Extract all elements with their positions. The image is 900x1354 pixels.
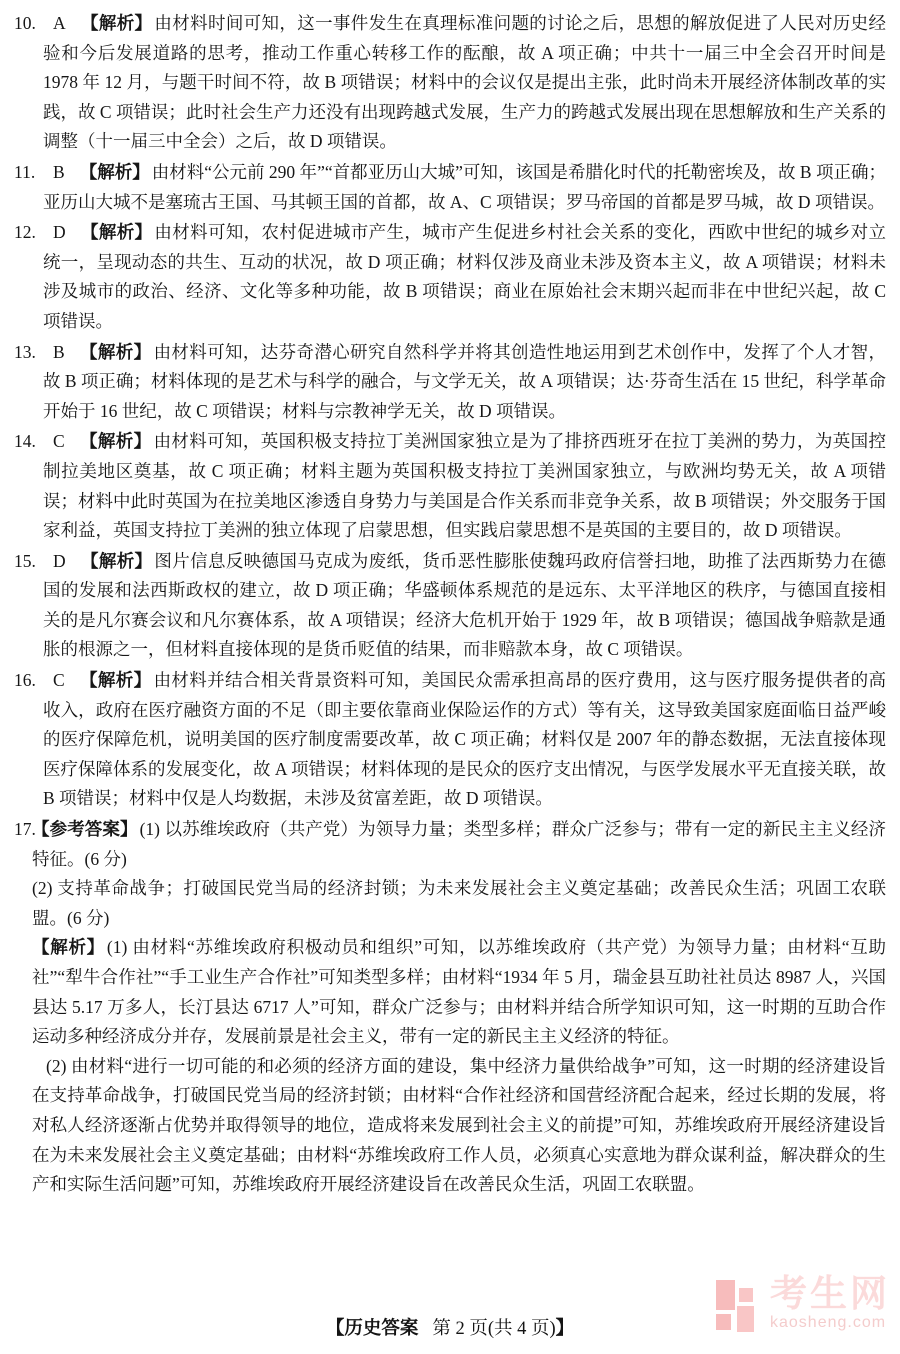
answer-content bbox=[43, 666, 886, 814]
analysis-text: 由材料并结合相关背景资料可知，美国民众需承担高昂的医疗费用，这与医疗服务提供者的高收入，政府在医疗融资方面的不足（即主要依靠商业保险运作的方式）等有关，这导致美国家庭面临日益严峻的医疗保障危机，说明美国的医疗制度需要改革，故 C 项正确；材料仅是 2007 年的静态数据，无法直接体现医疗保障体系的发展变化，故 A 项错误；材料体现的是民众的医疗支出情况，与医学发展水平无直接关联，故 B 项错误；材料中仅是人均数据，未涉及贫富差距，故 D 项错误。 bbox=[43, 670, 887, 809]
footer-title: 历史答案 bbox=[344, 1317, 419, 1338]
answer-item-17 bbox=[14, 815, 886, 1200]
question-number: 12. bbox=[14, 222, 36, 243]
answer-item-16 bbox=[14, 666, 886, 814]
answer-content bbox=[43, 338, 886, 427]
analysis-label: 【解析】 bbox=[79, 431, 152, 452]
analysis-label: 【解析】 bbox=[80, 13, 153, 33]
answer-content bbox=[43, 218, 886, 336]
answer-letter: C bbox=[53, 670, 65, 691]
reference-answer-label: 【参考答案】 bbox=[32, 819, 138, 840]
question-number: 11. bbox=[14, 161, 36, 182]
page-footer bbox=[0, 1315, 900, 1342]
footer-bracket-right: 】 bbox=[555, 1319, 575, 1339]
reference-answer-part-2: (2) 支持革命战争；打破国民党当局的经济封锁；为未来发展社会主义奠定基础；改善民众生活；巩固工农联盟。(6 分) bbox=[32, 878, 886, 928]
analysis-text: 由材料可知，英国积极支持拉丁美洲国家独立是为了排挤西班牙在拉丁美洲的势力，为英国控制拉美地区奠基，故 C 项正确；材料主题为英国积极支持拉丁美洲国家独立，与欧洲均势无关，故 A 项错误；材料中此时英国为在拉美地区渗透自身势力与美国是合作关系而非竞争关系，故 B 项错误；外交服务于国家利益，英国支持拉丁美洲的独立体现了启蒙思想，但实践启蒙思想不是英国的主要目的，故 D 项错误。 bbox=[43, 431, 887, 541]
question-number: 14. bbox=[14, 431, 36, 452]
answer-content bbox=[43, 9, 886, 157]
answer-content bbox=[43, 427, 886, 545]
analysis-part-1 bbox=[32, 933, 886, 1051]
answer-item-11 bbox=[14, 158, 886, 217]
answer-content bbox=[43, 158, 886, 217]
question-number: 16. bbox=[14, 670, 36, 691]
answer-item-15 bbox=[14, 547, 886, 665]
footer-bracket-left: 【 bbox=[325, 1319, 345, 1339]
analysis-text: 由材料可知，农村促进城市产生，城市产生促进乡村社会关系的变化，西欧中世纪的城乡对立统一，呈现动态的共生、互动的状况，故 D 项正确；材料仅涉及商业未涉及资本主义，故 A 项错误；材料未涉及城市的政治、经济、文化等多种功能，故 B 项错误；商业在原始社会末期兴起而非在中世纪兴起，故 C 项错误。 bbox=[43, 222, 887, 331]
analysis-label: 【解析】 bbox=[32, 937, 105, 958]
analysis-part-2: (2) 由材料“进行一切可能的和必须的经济方面的建设，集中经济力量供给战争”可知，这一时期的经济建设旨在支持革命战争，打破国民党当局的经济封锁；由材料“合作社经济和国营经济配合起来，经过长期的发展，将对私人经济逐渐占优势并取得领导的地位，造成将来发展到社会主义的前提”可知，苏维埃政府开展经济建设旨在为未来发展社会主义奠定基础；由材料“苏维埃政府工作人员，必须真心实意地为群众谋利益，解决群众的生产和实际生活问题”可知，苏维埃政府开展经济建设旨在改善民众生活，巩固工农联盟。 bbox=[32, 1055, 886, 1195]
analysis-text: 由材料可知，达芬奇潜心研究自然科学并将其创造性地运用到艺术创作中，发挥了个人才智，故 B 项正确；材料体现的是艺术与科学的融合，与文学无关，故 A 项错误；达·芬奇生活在 15 世纪，科学革命开始于 16 世纪，故 C 项错误；材料与宗教神学无关，故 D 项错误。 bbox=[43, 341, 887, 421]
watermark-domain: kaosheng.com bbox=[770, 1314, 887, 1332]
reference-answer-text: (1) 以苏维埃政府（共产党）为领导力量；类型多样；群众广泛参与；带有一定的新民主主义经济特征。(6 分) bbox=[32, 819, 887, 869]
answer-letter: B bbox=[53, 161, 65, 182]
analysis-label: 【解析】 bbox=[80, 222, 153, 243]
footer-page-number: 第 2 页(共 4 页) bbox=[432, 1319, 556, 1339]
question-number: 15. bbox=[14, 550, 36, 571]
answer-letter: D bbox=[53, 550, 66, 571]
question-number: 17. bbox=[14, 819, 36, 840]
answer-content bbox=[32, 815, 886, 1200]
analysis-label: 【解析】 bbox=[80, 550, 153, 571]
answer-item-13 bbox=[14, 338, 886, 427]
analysis-label: 【解析】 bbox=[79, 161, 150, 182]
watermark-brand: 考生网 bbox=[770, 1273, 890, 1315]
answer-letter: B bbox=[53, 341, 65, 362]
analysis-label: 【解析】 bbox=[79, 341, 152, 362]
answer-letter: D bbox=[53, 222, 66, 243]
analysis-label: 【解析】 bbox=[79, 670, 152, 691]
analysis-text: (1) 由材料“苏维埃政府积极动员和组织”可知，以苏维埃政府（共产党）为领导力量；由材料“互助社”“犁牛合作社”“手工业生产合作社”可知类型多样；由材料“1934 年 5 月，瑞金县互助社社员达 8987 人，兴国县达 5.17 万多人，长汀县达 6717 人”可知，群众广泛参与；由材料并结合所学知识可知，这一时期的互助合作运动多种经济成分并存，发展前景是社会主义，带有一定的新民主主义经济的特征。 bbox=[32, 937, 886, 1047]
answer-item-12 bbox=[14, 218, 886, 336]
analysis-text: 由材料时间可知，这一事件发生在真理标准问题的讨论之后，思想的解放促进了人民对历史经验和今后发展道路的思考，推动工作重心转移工作的酝酿，故 A 项正确；中共十一届三中全会召开时间是 1978 年 12 月，与题干时间不符，故 B 项错误；材料中的会议仅是提出主张，此时尚未开展经济体制改革的实践，故 C 项错误；此时社会生产力还没有出现跨越式发展，生产力的跨越式发展出现在思想解放和生产关系的调整（十一届三中全会）之后，故 D 项错误。 bbox=[43, 13, 887, 152]
answer-content bbox=[43, 547, 886, 665]
analysis-text: 图片信息反映德国马克成为废纸，货币恶性膨胀使魏玛政府信誉扫地，助推了法西斯势力在德国的发展和法西斯政权的建立，故 D 项正确；华盛顿体系规范的是远东、太平洋地区的秩序，与德国直接相关的是凡尔赛会议和凡尔赛体系，故 A 项错误；经济大危机开始于 1929 年，故 B 项错误；德国战争赔款是通胀的根源之一，但材料直接体现的是货币贬值的结果，而非赔款本身，故 C 项错误。 bbox=[43, 550, 887, 660]
answer-item-14 bbox=[14, 427, 886, 545]
question-number: 10. bbox=[14, 13, 36, 33]
question-number: 13. bbox=[14, 341, 36, 362]
answer-letter: A bbox=[53, 13, 66, 33]
answer-letter: C bbox=[53, 431, 65, 452]
reference-answer-part-1 bbox=[32, 815, 886, 874]
answer-item-10 bbox=[14, 9, 886, 157]
analysis-text: 由材料“公元前 290 年”“首都亚历山大城”可知，该国是希腊化时代的托勒密埃及，故 B 项正确；亚历山大城不是塞琉古王国、马其顿王国的首都，故 A、C 项错误；罗马帝国的首都是罗马城，故 D 项错误。 bbox=[43, 161, 887, 212]
